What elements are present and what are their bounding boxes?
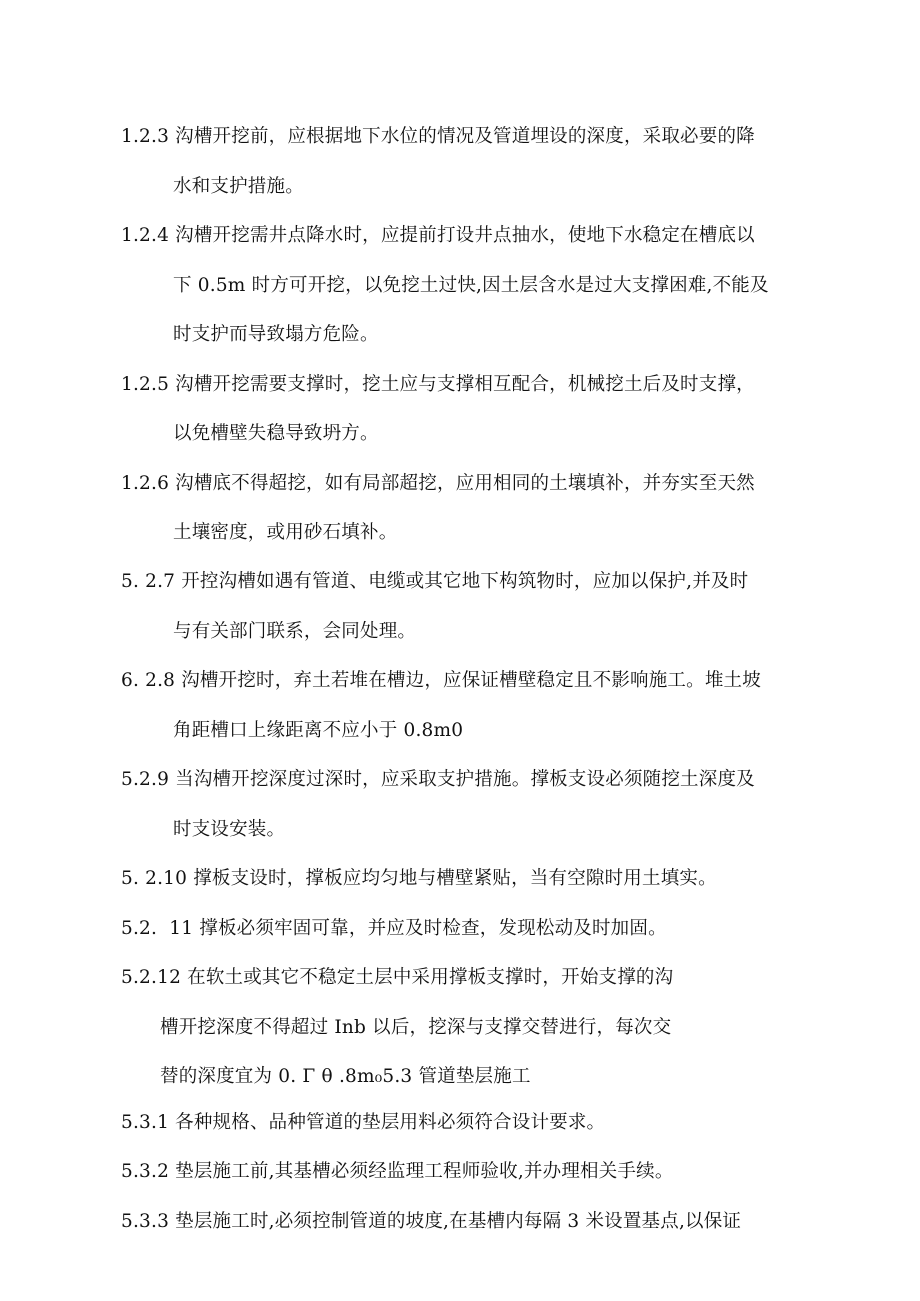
text-line: 6. 2.8 沟槽开挖时，弃土若堆在槽边，应保证槽壁稳定且不影响施工。堆土坡 [121,670,761,691]
text-line: 时支设安装。 [173,819,286,840]
text-line: 5.3.2 垫层施工前,其基槽必须经监理工程师验收,并办理相关手续。 [121,1161,674,1182]
text-line: 角距槽口上缘距离不应小于 0.8m0 [173,720,464,741]
text-line: 1.2.6 沟槽底不得超挖，如有局部超挖，应用相同的土壤填补，并夯实至天然 [121,473,755,494]
text-line: 1.2.4 沟槽开挖需井点降水时，应提前打设井点抽水，使地下水稳定在槽底以 [121,225,755,246]
text-line: 1.2.3 沟槽开挖前，应根据地下水位的情况及管道埋设的深度，采取必要的降 [121,126,755,147]
text-line: 以免槽壁失稳导致坍方。 [173,423,379,444]
text-line: 5. 2.10 撑板支设时，撑板应均匀地与槽壁紧贴，当有空隙时用土填实。 [121,868,717,889]
text-line: 5.3.3 垫层施工时,必须控制管道的坡度,在基槽内每隔 3 米设置基点,以保证 [121,1211,742,1232]
text-line: 时支护而导致塌方危险。 [173,324,379,345]
text-line: 替的深度宜为 0. Γ θ .8m₀5.3 管道垫层施工 [160,1066,531,1087]
text-line: 1.2.5 沟槽开挖需要支撑时，挖土应与支撑相互配合，机械挖土后及时支撑， [121,374,755,395]
text-line: 5.2.12 在软土或其它不稳定土层中采用撑板支撑时，开始支撑的沟 [121,967,674,988]
text-line: 水和支护措施。 [173,176,304,197]
text-line: 下 0.5m 时方可开挖，以免挖土过快,因土层含水是过大支撑困难,不能及 [173,275,769,296]
text-line: 5.3.1 各种规格、品种管道的垫层用料必须符合设计要求。 [121,1112,606,1133]
text-line: 5.2.9 当沟槽开挖深度过深时，应采取支护措施。撑板支设必须随挖土深度及 [121,769,755,790]
text-line: 5. 2.7 开控沟槽如遇有管道、电缆或其它地下构筑物时，应加以保护,并及时 [121,571,749,592]
text-line: 槽开挖深度不得超过 Inb 以后，挖深与支撑交替进行，每次交 [160,1017,672,1038]
text-line: 与有关部门联系，会同处理。 [173,621,417,642]
text-line: 土壤密度，或用砂石填补。 [173,522,398,543]
text-line: 5.2. 11 撑板必须牢固可靠，并应及时检查，发现松动及时加固。 [121,918,667,939]
